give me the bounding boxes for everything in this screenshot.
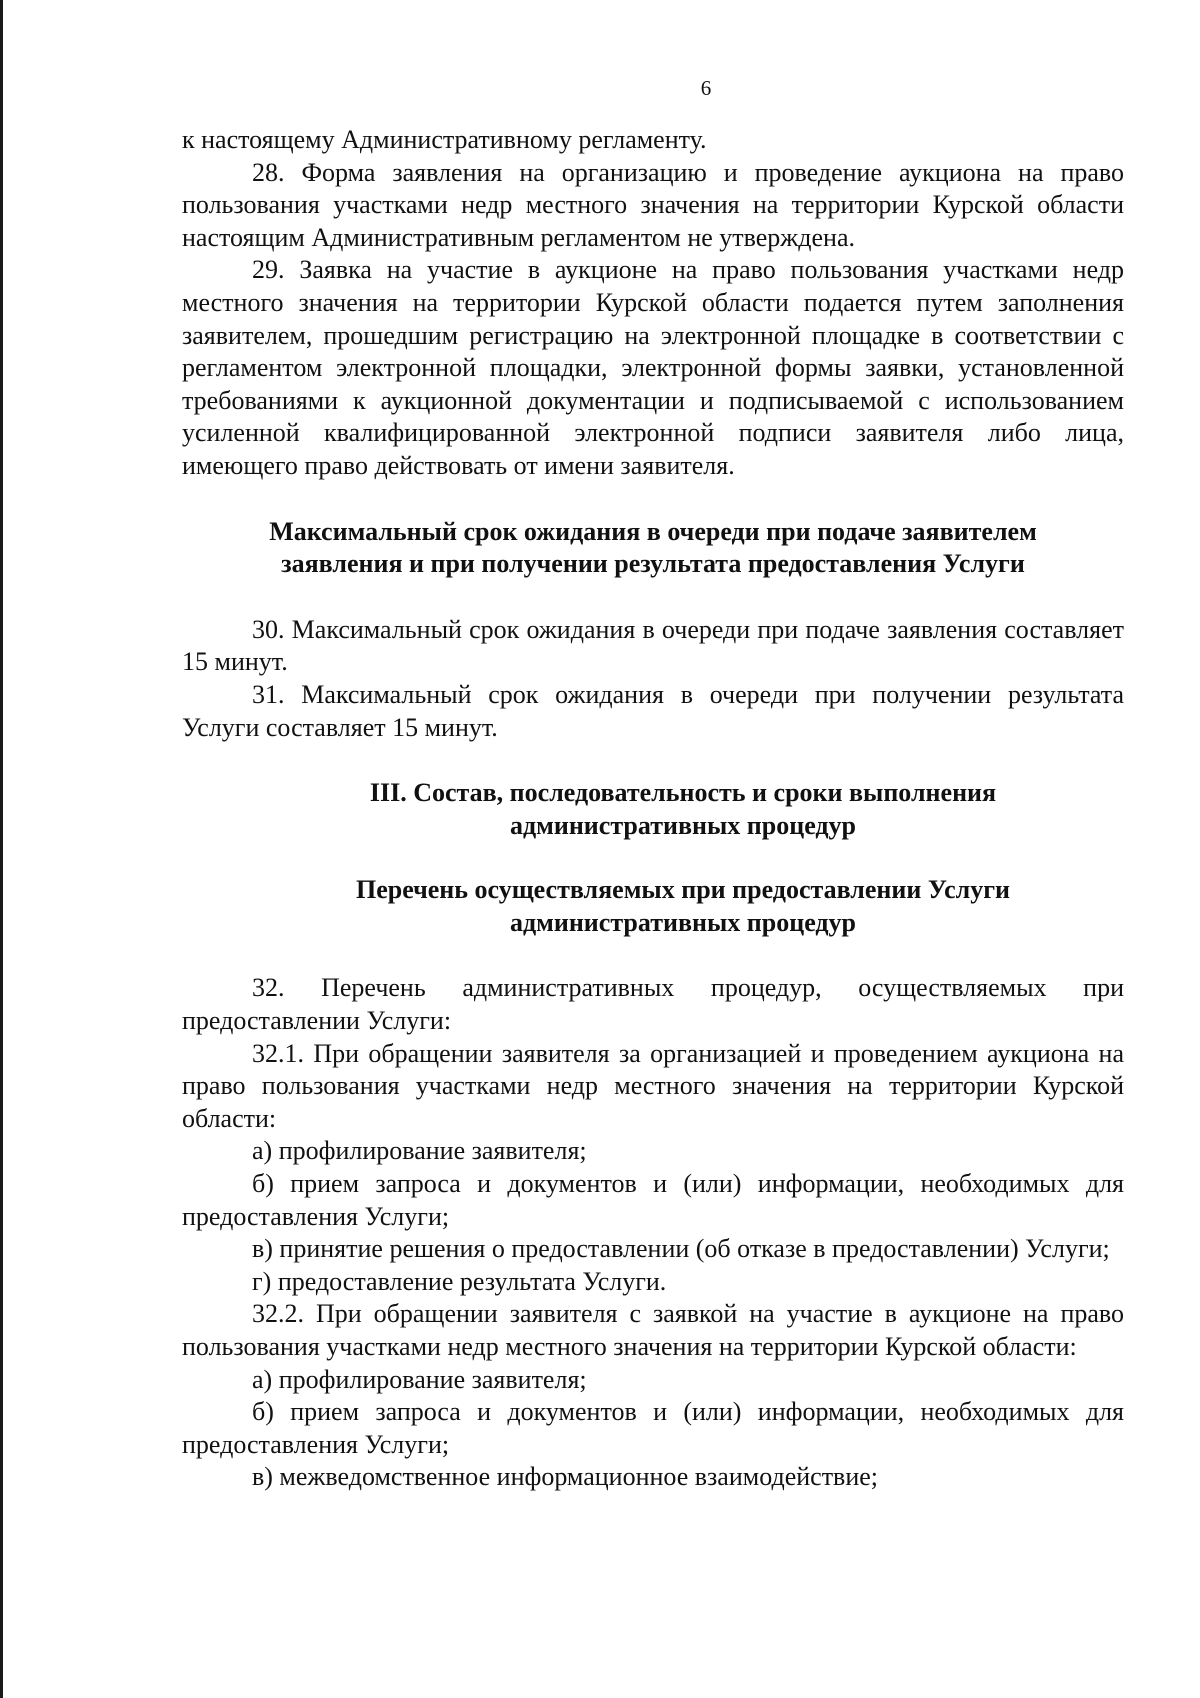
heading-line: III. Состав, последовательность и сроки выполнения xyxy=(369,778,997,808)
heading-line: заявления и при получении результата предоставления Услуги xyxy=(281,549,1025,579)
heading-line: административных процедур xyxy=(509,907,857,937)
paragraph-29: 29. Заявка на участие в аукционе на право пользования участками недр местного значения на территории Курской области подается путем заполнения заявителем, прошедшим регистрацию на электронной площадке в соответствии с регламентом электронной площадки, электронной формы заявки, установленной требованиями к аукционной документации и подписываемой с использованием усиленной квалифицированной электронной подписи заявителя либо лица, имеющего право действовать от имени заявителя. xyxy=(182,255,1124,480)
heading-section-3 xyxy=(182,777,1124,842)
heading-line: Максимальный срок ожидания в очереди при подаче заявителем xyxy=(269,516,1037,546)
list-item: б) прием запроса и документов и (или) информации, необходимых для предоставления Услуги; xyxy=(182,1169,1124,1231)
list-item: в) межведомственное информационное взаимодействие; xyxy=(252,1462,879,1492)
paragraph-31: 31. Максимальный срок ожидания в очереди при получении результата Услуги составляет 15 минут. xyxy=(182,679,1124,742)
scan-edge xyxy=(0,0,3,1698)
page-number: 6 xyxy=(700,76,712,100)
document-page xyxy=(182,72,1124,1494)
heading-waiting-time xyxy=(182,516,1124,581)
document-body xyxy=(182,124,1124,1494)
list-item: г) предоставление результата Услуги. xyxy=(252,1266,667,1296)
paragraph-32-2: 32.2. При обращении заявителя с заявкой на участие в аукционе на право пользования участками недр местного значения на территории Курской области: xyxy=(182,1299,1124,1361)
list-item: в) принятие решения о предоставлении (об отказе в предоставлении) Услуги; xyxy=(252,1234,1110,1264)
paragraph-30: 30. Максимальный срок ожидания в очереди при подаче заявления составляет 15 минут. xyxy=(182,614,1124,677)
paragraph-32: 32. Перечень административных процедур, осуществляемых при предоставлении Услуги: xyxy=(182,973,1124,1036)
list-item: а) профилирование заявителя; xyxy=(252,1364,587,1394)
heading-line: административных процедур xyxy=(509,810,857,840)
heading-procedures-list xyxy=(182,874,1124,939)
paragraph-continuation: к настоящему Административному регламенту. xyxy=(182,125,707,154)
heading-line: Перечень осуществляемых при предоставлении Услуги xyxy=(355,875,1011,905)
list-item: б) прием запроса и документов и (или) информации, необходимых для предоставления Услуги; xyxy=(182,1397,1124,1459)
paragraph-32-1: 32.1. При обращении заявителя за организацией и проведением аукциона на право пользования участками недр местного значения на территории Курской области: xyxy=(182,1038,1124,1133)
list-item: а) профилирование заявителя; xyxy=(252,1136,587,1166)
paragraph-28: 28. Форма заявления на организацию и проведение аукциона на право пользования участками недр местного значения на территории Курской области настоящим Административным регламентом не утверждена. xyxy=(182,157,1124,252)
